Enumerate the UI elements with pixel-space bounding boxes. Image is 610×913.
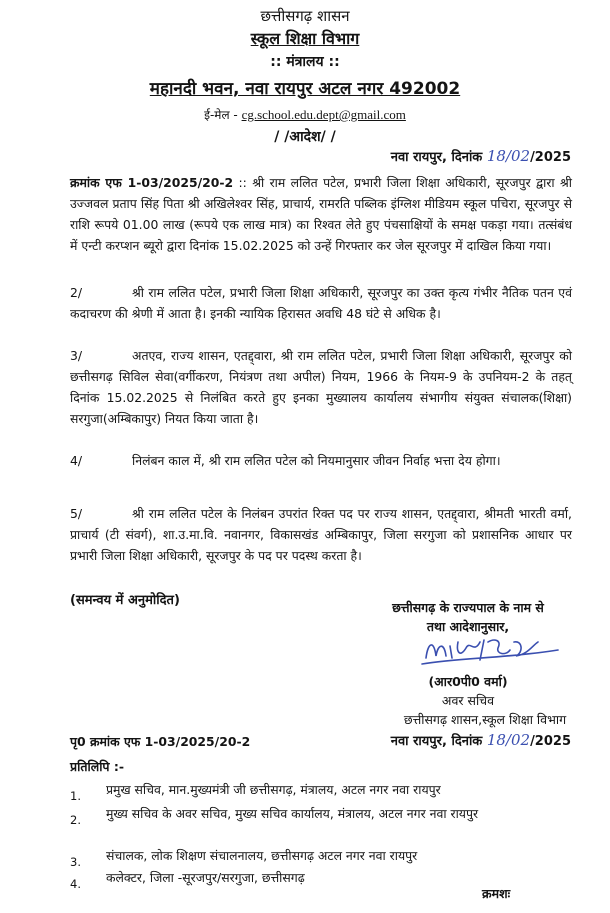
endorsement-date-prefix: नवा रायपुर, दिनांक [390,734,483,749]
department-name: स्कूल शिक्षा विभाग [250,29,360,48]
paragraph-5: श्री राम ललित पटेल के निलंबन उपरांत रिक्त पद पर राज्य शासन, एतद्द्वारा, श्रीमती भारती वर्मा, प्राचार्य (टी संवर्ग), शा.उ.मा.वि. नवानगर, विकासखंड अम्बिकापुर, जिला सरगुजा को प्रशासनिक आधार पर प्रभारी जिला शिक्षा अधिकारी, सूरजपुर के पद पर पदस्थ करता है। [70,506,572,563]
email-address[interactable]: cg.school.edu.dept@gmail.com [241,107,406,122]
continued-label: क्रमशः [482,886,511,901]
order-date-year: /2025 [530,150,571,165]
endorsement-date-year: /2025 [530,734,571,749]
email-label: ई-मेल - [204,108,242,122]
paragraph-2: श्री राम ललित पटेल, प्रभारी जिला शिक्षा अधिकारी, सूरजपुर का उक्त कृत्य गंभीर नैतिक पतन एवं कदाचरण की श्रेणी में आता है। इनकी न्यायिक हिरासत अवधि 48 घंटे से अधिक है। [70,285,572,321]
handwritten-endorsement-date: 18/02 [486,731,531,749]
copy-to-item-number: 1. [70,789,81,803]
paragraph-2-number: 2/ [70,285,83,300]
order-date [0,147,571,165]
copy-to-item-text: मुख्य सचिव के अवर सचिव, मुख्य सचिव कार्यालय, मंत्रालय, अटल नगर नवा रायपुर [106,806,479,821]
order-date-prefix: नवा रायपुर, दिनांक [390,150,483,165]
order-number: क्रमांक एफ 1-03/2025/20-2 [70,175,234,190]
signatory-line-1: छत्तीसगढ़ के राज्यपाल के नाम से [392,600,544,615]
copy-to-item-number: 3. [70,855,81,869]
paragraph-3: अतएव, राज्य शासन, एतद्द्वारा, श्री राम ललित पटेल, प्रभारी जिला शिक्षा अधिकारी, सूरजपुर को छत्तीसगढ़ सिविल सेवा(वर्गीकरण, नियंत्रण तथा अपील) नियम, 1966 के नियम-9 के उपनियम-2 के तहत् दिनांक 15.02.2025 से निलंबित करते हुए इनका मुख्यालय कार्यालय संभागीय संयुक्त संचालक(शिक्षा) सरगुजा(अम्बिकापुर) नियत किया जाता है। [70,348,572,426]
government-name: छत्तीसगढ़ शासन [260,7,350,25]
copy-to-item-text: संचालक, लोक शिक्षण संचालनालय, छत्तीसगढ़ अटल नगर नवा रायपुर [106,848,418,863]
paragraph-3-number: 3/ [70,348,83,363]
paragraph-4-number: 4/ [70,453,83,468]
signatory-name: (आर0पी0 वर्मा) [428,674,508,689]
handwritten-signature [418,628,568,672]
signatory-line-2: तथा आदेशानुसार, [426,619,510,634]
handwritten-date: 18/02 [486,147,531,165]
paragraph-1 [70,172,572,256]
order-title: / /आदेश/ / [274,129,336,145]
copy-to-item-number: 2. [70,813,81,827]
paragraph-5-number: 5/ [70,506,83,521]
endorsement-number: पृ0 क्रमांक एफ 1-03/2025/20-2 [70,734,251,749]
signatory-department: छत्तीसगढ़ शासन,स्कूल शिक्षा विभाग [403,712,567,727]
copy-to-heading: प्रतिलिपि :- [70,759,125,774]
office-name: :: मंत्रालय :: [270,54,340,70]
copy-to-item-text: प्रमुख सचिव, मान.मुख्यमंत्री जी छत्तीसगढ़, मंत्रालय, अटल नगर नवा रायपुर [106,782,441,797]
approval-note: (समन्वय में अनुमोदित) [70,593,180,608]
signatory-details [348,672,588,729]
signatory-designation: अवर सचिव [441,693,495,708]
email-line [0,108,610,123]
paragraph-4: निलंबन काल में, श्री राम ललित पटेल को नियमानुसार जीवन निर्वाह भत्ता देय होगा। [132,453,501,468]
office-address: महानदी भवन, नवा रायपुर अटल नगर 492002 [149,79,461,99]
copy-to-item-number: 4. [70,877,81,891]
endorsement-date [0,731,571,749]
copy-to-item-text: कलेक्टर, जिला -सूरजपुर/सरगुजा, छत्तीसगढ़ [106,870,305,885]
paragraph-1-text: :: श्री राम ललित पटेल, प्रभारी जिला शिक्षा अधिकारी, सूरजपुर द्वारा श्री उज्जवल प्रताप सिंह पिता श्री अखिलेश्वर सिंह, प्राचार्य, रामरति पब्लिक इंग्लिश मीडियम स्कूल पचिरा, सूरजपुर से राशि रूपये 01.00 लाख (रूपये एक लाख मात्र) का रिश्वत लेते हुए पंचसाक्षियों के समक्ष पकड़ा गया। तत्संबंध में एन्टी करप्शन ब्यूरो द्वारा दिनांक 15.02.2025 को उन्हें गिरफ्तार कर जेल सूरजपुर में दाखिल किया गया। [70,175,572,253]
